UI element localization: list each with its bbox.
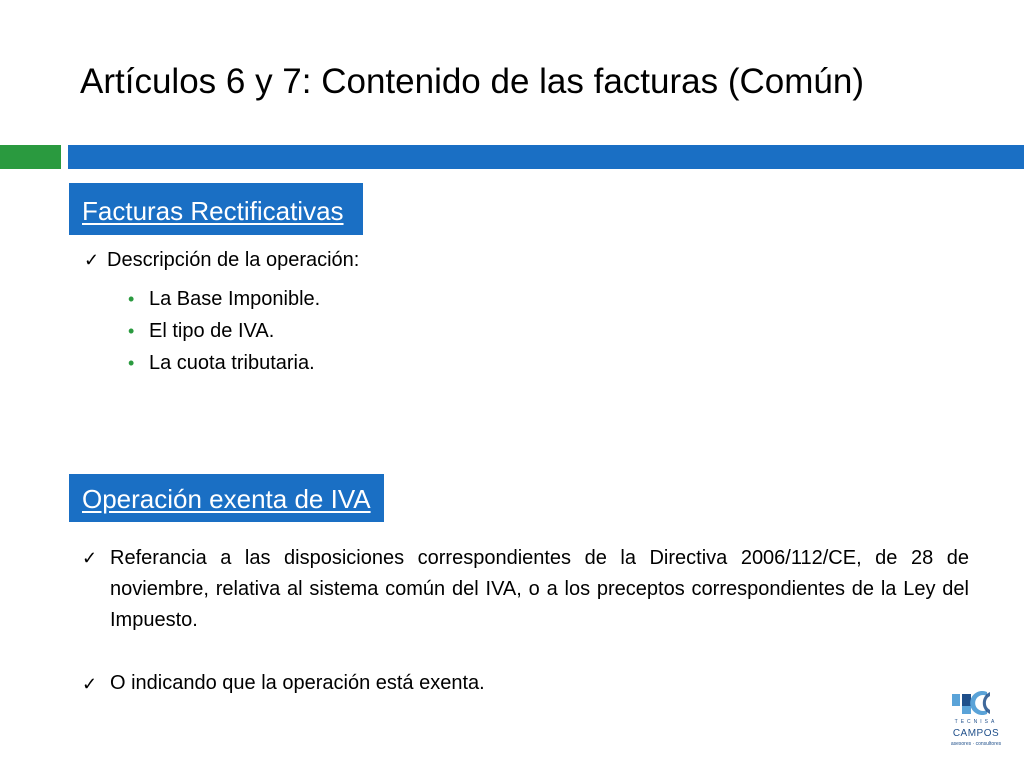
check-item-referencia: Referancia a las disposiciones correspondientes de la Directiva 2006/112/CE, de 28 de noviembre, relativa al sistema común del IVA, o a los preceptos correspondientes de la Ley del Impuesto. xyxy=(110,547,969,631)
logo-top-text: TECNISA xyxy=(954,719,998,725)
check-item-descripcion: Descripción de la operación: xyxy=(107,249,360,271)
section-heading-label: Operación exenta de IVA xyxy=(82,484,371,514)
bullet-icon: • xyxy=(128,353,135,373)
logo-name: CAMPOS xyxy=(952,728,1000,739)
check-icon: ✓ xyxy=(84,250,100,270)
section-heading-facturas-rectificativas xyxy=(69,183,363,235)
section-heading-operacion-exenta xyxy=(69,474,384,522)
check-icon: ✓ xyxy=(82,548,98,568)
logo-tagline: asesores · consultores xyxy=(950,741,1002,747)
check-item-exenta: O indicando que la operación está exenta. xyxy=(110,672,485,694)
blue-accent-bar xyxy=(68,145,1024,169)
sub-item-list xyxy=(128,283,320,379)
slide-title: Artículos 6 y 7: Contenido de las facturas (Común) xyxy=(80,62,864,101)
check-icon: ✓ xyxy=(82,674,98,694)
bullet-icon: • xyxy=(128,289,135,309)
section-heading-label: Facturas Rectificativas xyxy=(82,196,344,226)
bullet-icon: • xyxy=(128,321,135,341)
list-item: • La cuota tributaria. xyxy=(128,347,320,379)
green-accent-bar xyxy=(0,145,61,169)
list-item: • El tipo de IVA. xyxy=(128,315,320,347)
list-item: • La Base Imponible. xyxy=(128,283,320,315)
